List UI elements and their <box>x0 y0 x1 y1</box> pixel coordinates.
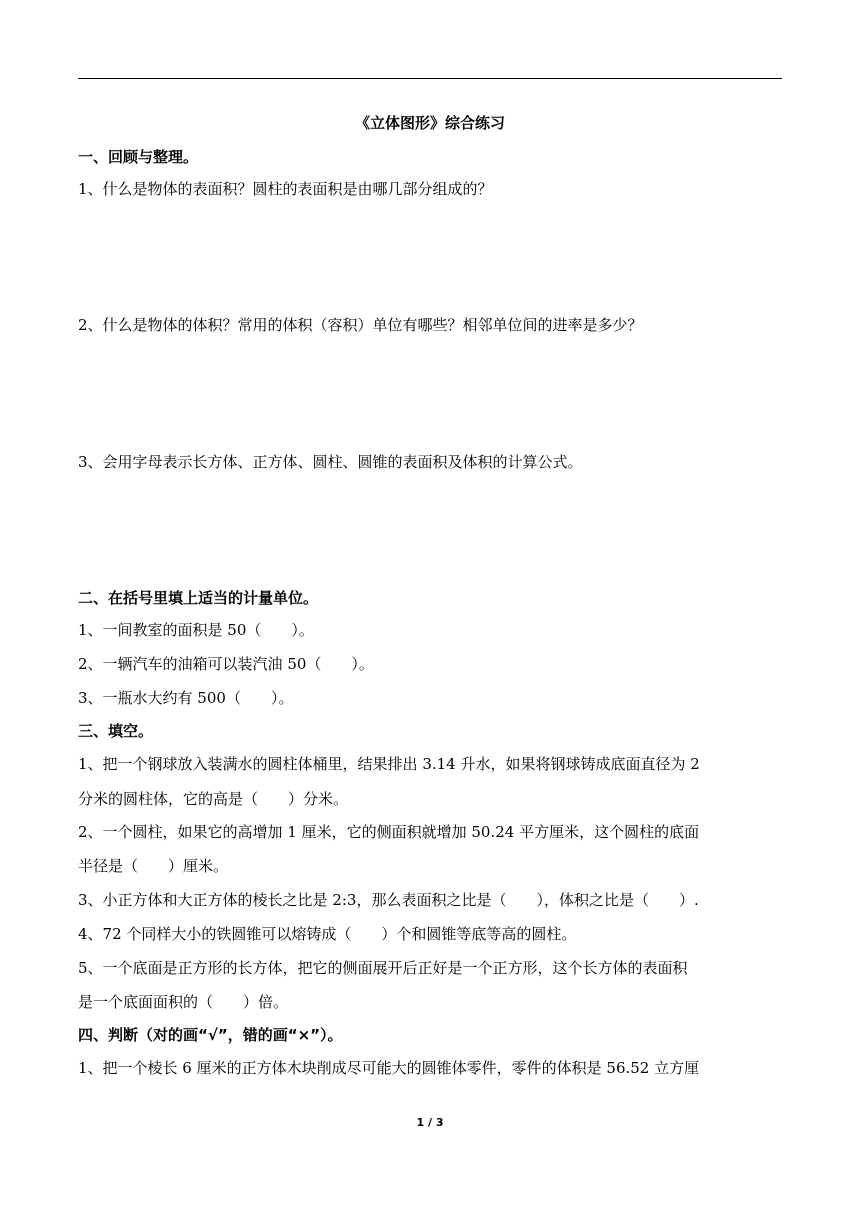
section-3-question-2-line-2: 半径是（ ）厘米。 <box>78 857 229 875</box>
section-1-question-3: 3、会用字母表示长方体、正方体、圆柱、圆锥的表面积及体积的计算公式。 <box>78 453 583 471</box>
section-1-question-1: 1、什么是物体的表面积？圆柱的表面积是由哪几部分组成的？ <box>78 180 493 198</box>
section-3-question-4: 4、72 个同样大小的铁圆锥可以熔铸成（ ）个和圆锥等底等高的圆柱。 <box>78 925 577 943</box>
section-3-question-3: 3、小正方体和大正方体的棱长之比是 2:3，那么表面积之比是（ ），体积之比是（ ）. <box>78 891 699 909</box>
section-1-heading: 一、回顾与整理。 <box>78 148 199 166</box>
section-4-question-1-line-1: 1、把一个棱长 6 厘米的正方体木块削成尽可能大的圆锥体零件，零件的体积是 56.52 立方厘 <box>78 1059 700 1077</box>
page-number: 1 / 3 <box>416 1116 444 1129</box>
document-title: 《立体图形》综合练习 <box>354 114 505 132</box>
section-2-question-1: 1、一间教室的面积是 50（ ）。 <box>78 621 314 639</box>
section-3-question-2-line-1: 2、一个圆柱，如果它的高增加 1 厘米，它的侧面积就增加 50.24 平方厘米，这个圆柱的底面 <box>78 823 700 841</box>
section-3-heading: 三、填空。 <box>78 722 154 740</box>
section-3-question-5-line-1: 5、一个底面是正方形的长方体，把它的侧面展开后正好是一个正方形，这个长方体的表面积 <box>78 959 688 977</box>
section-3-question-5-line-2: 是一个底面面积的（ ）倍。 <box>78 993 289 1011</box>
section-4-heading: 四、判断（对的画“√”，错的画“×”）。 <box>78 1026 343 1044</box>
section-2-question-3: 3、一瓶水大约有 500（ ）。 <box>78 689 294 707</box>
section-2-heading: 二、在括号里填上适当的计量单位。 <box>78 589 319 607</box>
section-3-question-1-line-1: 1、把一个钢球放入装满水的圆柱体桶里，结果排出 3.14 升水，如果将钢球铸成底面直径为 2 <box>78 755 700 773</box>
section-2-question-2: 2、一辆汽车的油箱可以装汽油 50（ ）。 <box>78 655 374 673</box>
section-1-question-2: 2、什么是物体的体积？常用的体积（容积）单位有哪些？相邻单位间的进率是多少？ <box>78 316 643 334</box>
header-rule <box>78 78 782 79</box>
section-3-question-1-line-2: 分米的圆柱体，它的高是（ ）分米。 <box>78 790 349 808</box>
